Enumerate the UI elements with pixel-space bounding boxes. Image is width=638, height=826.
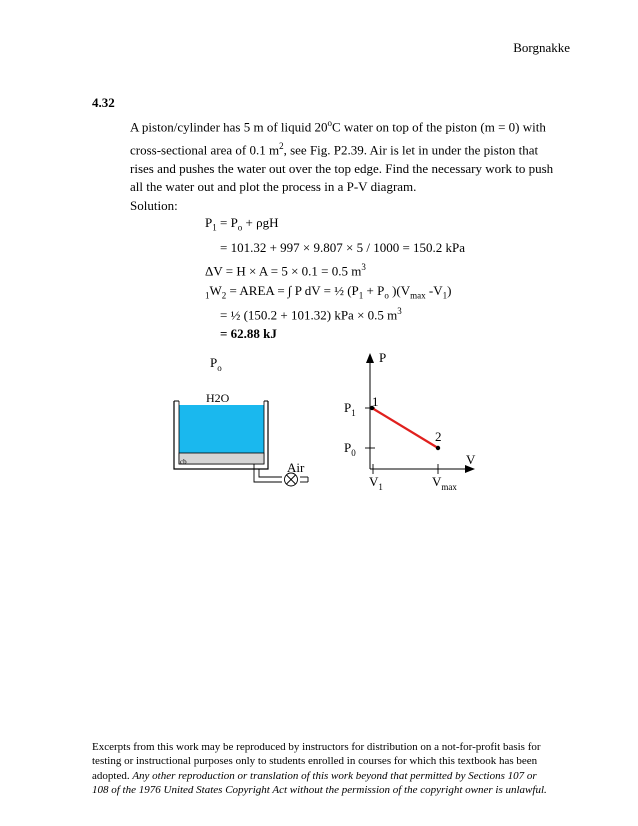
equation-work-numeric: = ½ (150.2 + 101.32) kPa × 0.5 $m^3$ — [220, 306, 402, 323]
pv-state-2-label: 2 — [435, 429, 442, 444]
header-author: Borgnakke — [513, 40, 570, 55]
problem-number: 4.32 — [92, 95, 115, 110]
cylinder-sketch — [174, 355, 308, 486]
figure-cylinder-and-pv-diagram — [170, 345, 480, 505]
equation-p1-value: = 101.32 + 997 × 9.807 × 5 / 1000 = 150.2 kPa — [220, 240, 466, 255]
water-column — [179, 405, 264, 453]
solution-label: Solution: — [130, 198, 178, 213]
equation-delta-v: ΔV = H × A = 5 × 0.1 = 0.5 $m^3$ — [205, 262, 366, 279]
pv-state-1-label: 1 — [372, 394, 379, 409]
air-label: Air — [287, 460, 305, 475]
pv-p1-label: $P_1$ — [344, 400, 356, 418]
water-label: H2O — [206, 391, 230, 405]
ambient-pressure-label: $P_o$ — [210, 355, 222, 373]
equation-work: $_1W_2$ = AREA = ∫ P dV = ½ ($P_1 + P_o$ )($V_{max}$ $-V_1$) — [205, 283, 452, 301]
pv-y-axis-label: P — [379, 350, 387, 365]
piston — [179, 453, 264, 464]
pv-x-axis-label: V — [466, 452, 476, 467]
pv-diagram — [344, 350, 476, 492]
pv-y-axis-arrow — [366, 353, 374, 363]
control-boundary-label: cb — [180, 458, 187, 466]
pv-v1-label: $V_1$ — [369, 474, 383, 492]
equation-p1: $P_1 = P_o + \rho gH$ — [205, 215, 279, 233]
problem-statement: A piston/cylinder has 5 m of liquid 20$^o$C water on top of the piston (m = 0) with cross-sectional area of 0.1 $m^2$, see Fig. P2.39. Air is let in under the piston that rises and pushes the water out over the top edge. Find the necessary work to push all the water out and plot the process in a P-V diagram. — [130, 118, 554, 195]
equation-work-result: = 62.88 kJ — [220, 326, 277, 341]
pv-p0-label: $P_0$ — [344, 440, 356, 458]
pv-vmax-label: $V_{max}$ — [432, 474, 457, 492]
pv-process-line — [372, 408, 438, 448]
pv-state-2-point — [436, 446, 440, 450]
copyright-footer: Excerpts from this work may be reproduced by instructors for distribution on a not-for-profit basis for testing or instructional purposes only to students enrolled in courses for which this textbook has been adopted. Any other reproduction or translation of this work beyond that permitted by Sections 107 or 108 of the 1976 United States Copyright Act without the permission of the copyright owner is unlawful. — [92, 741, 547, 796]
